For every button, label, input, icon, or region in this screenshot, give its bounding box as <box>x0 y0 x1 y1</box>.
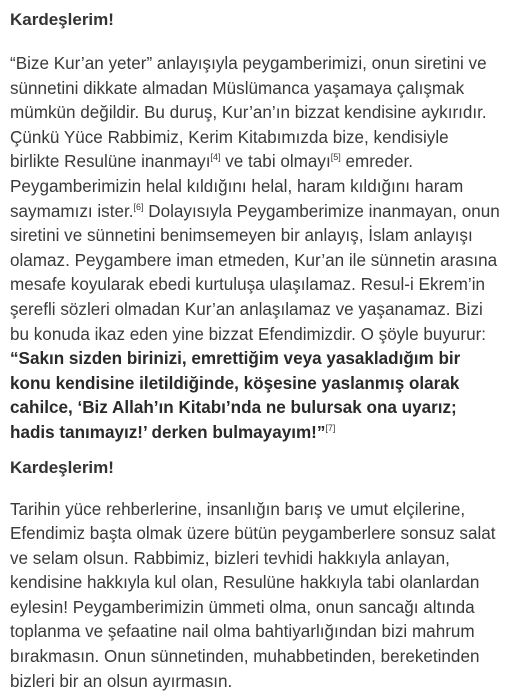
footnote-ref-6[interactable]: [6] <box>133 202 143 212</box>
paragraph-text: ve tabi olmayı <box>221 152 331 171</box>
section-heading: Kardeşlerim! <box>10 10 501 30</box>
hadith-quote: “Sakın sizden birinizi, emrettiğim veya yasakladığım bir konu kendisine iletildiğinde, köşesine yaslanmış olarak cahilce, ‘Biz Allah’ın Kitabı’nda ne bulursak ona uyarız; hadis tanımayız!’ derken bulmayayım!” <box>10 349 460 442</box>
footnote-ref-7[interactable]: [7] <box>325 423 335 433</box>
paragraph-sunnah <box>10 52 501 446</box>
paragraph-text: Dolayısıyla Peygamberimize inanmayan, onun siretini ve sünnetini benimsemeyen bir anlayış, İslam anlayışı olamaz. Peygambere iman etmeden, Kur’an ile sünnetin arasına mesafe koyularak ebedi kurtuluşa ulaşılamaz. Resul-i Ekrem’in şerefli sözleri olmadan Kur’an anlaşılamaz ve yaşanamaz. Bizi bu konuda ikaz eden yine bizzat Efendimizdir. O şöyle buyurur: <box>10 202 500 344</box>
section-heading: Kardeşlerim! <box>10 458 501 478</box>
footnote-ref-4[interactable]: [4] <box>210 152 220 162</box>
paragraph-text: “Bize Kur’an yeter” anlayışıyla peygamberimizi, onun siretini ve sünnetini dikkate almadan Müslümanca yaşamaya çalışmak mümkün değildir. Bu duruş, Kur’an’ın bizzat kendisine aykırıdır. Çünkü Yüce Rabbimiz, Kerim Kitabımızda bize, kendisiyle birlikte Resulüne inanmayı <box>10 54 487 171</box>
footnote-ref-5[interactable]: [5] <box>331 152 341 162</box>
paragraph-prayer: Tarihin yüce rehberlerine, insanlığın barış ve umut elçilerine, Efendimiz başta olmak üzere bütün peygamberlere sonsuz salat ve selam olsun. Rabbimiz, bizleri tevhidi hakkıyla anlayan, kendisine hakkıyla kul olan, Resulüne hakkıyla tabi olanlardan eylesin! Peygamberimizin ümmeti olma, onun sancağı altında toplanma ve şefaatine nail olma bahtiyarlığından bizi mahrum bırakmasın. Onun sünnetinden, muhabbetinden, bereketinden bizleri bir an olsun ayırmasın. <box>10 498 501 694</box>
paragraph-text: emreder. Peygamberimizin helal kıldığını helal, haram kıldığını haram saymamızı ister. <box>10 152 463 220</box>
